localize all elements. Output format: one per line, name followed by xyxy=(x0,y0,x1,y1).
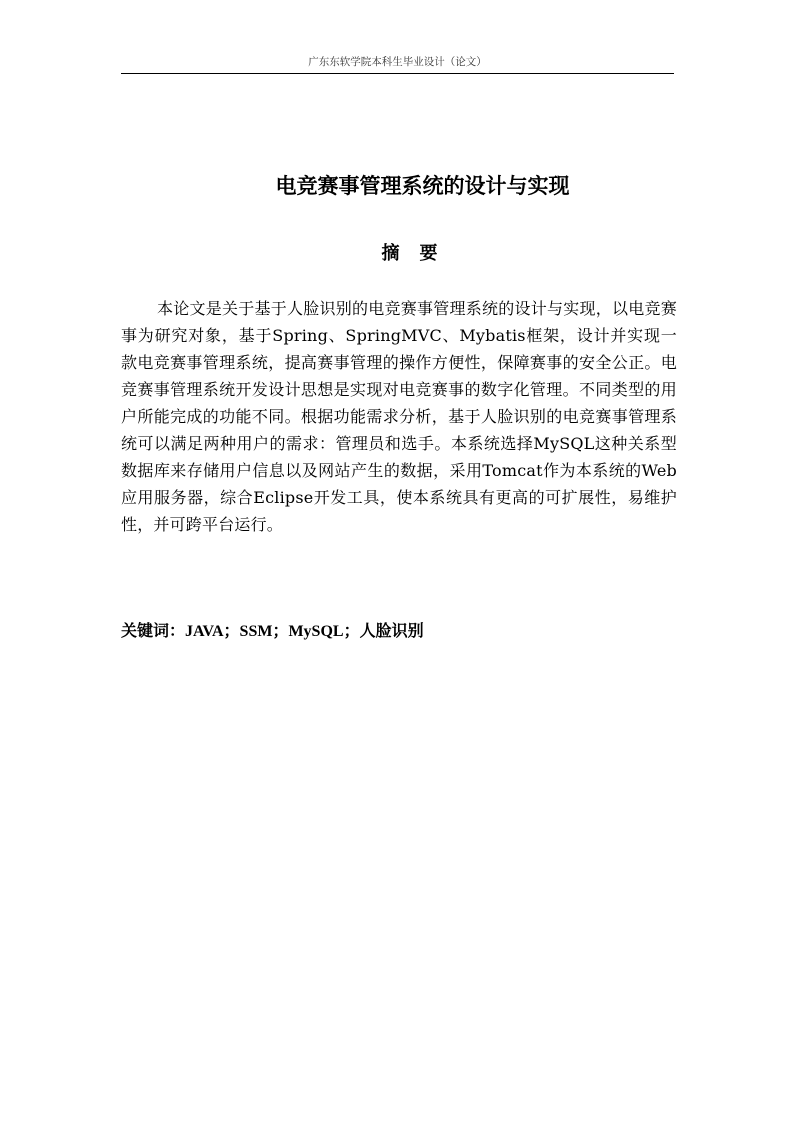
keywords-line xyxy=(121,618,674,645)
abstract-body: 本论文是关于基于人脸识别的电竞赛事管理系统的设计与实现，以电竞赛事为研究对象，基于Spring、SpringMVC、Mybatis框架，设计并实现一款电竞赛事管理系统，提高赛事管理的操作方便性，保障赛事的安全公正。电竞赛事管理系统开发设计思想是实现对电竞赛事的数字化管理。不同类型的用户所能完成的功能不同。根据功能需求分析，基于人脸识别的电竞赛事管理系统可以满足两种用户的需求：管理员和选手。本系统选择MySQL这种关系型数据库来存储用户信息以及网站产生的数据，采用Tomcat作为本系统的Web应用服务器，综合Eclipse开发工具，使本系统具有更高的可扩展性，易维护性，并可跨平台运行。 xyxy=(121,299,677,534)
abstract-heading-right: 要 xyxy=(419,243,438,264)
running-header: 广东东软学院本科生毕业设计（论文） xyxy=(308,56,487,68)
keywords-label: 关键词： xyxy=(121,621,186,640)
keywords-value: JAVA；SSM；MySQL；人脸识别 xyxy=(185,623,424,640)
abstract-heading-left: 摘 xyxy=(381,243,400,264)
header-rule xyxy=(121,73,674,74)
paper-title: 电竞赛事管理系统的设计与实现 xyxy=(275,174,570,198)
abstract-heading xyxy=(121,240,674,268)
